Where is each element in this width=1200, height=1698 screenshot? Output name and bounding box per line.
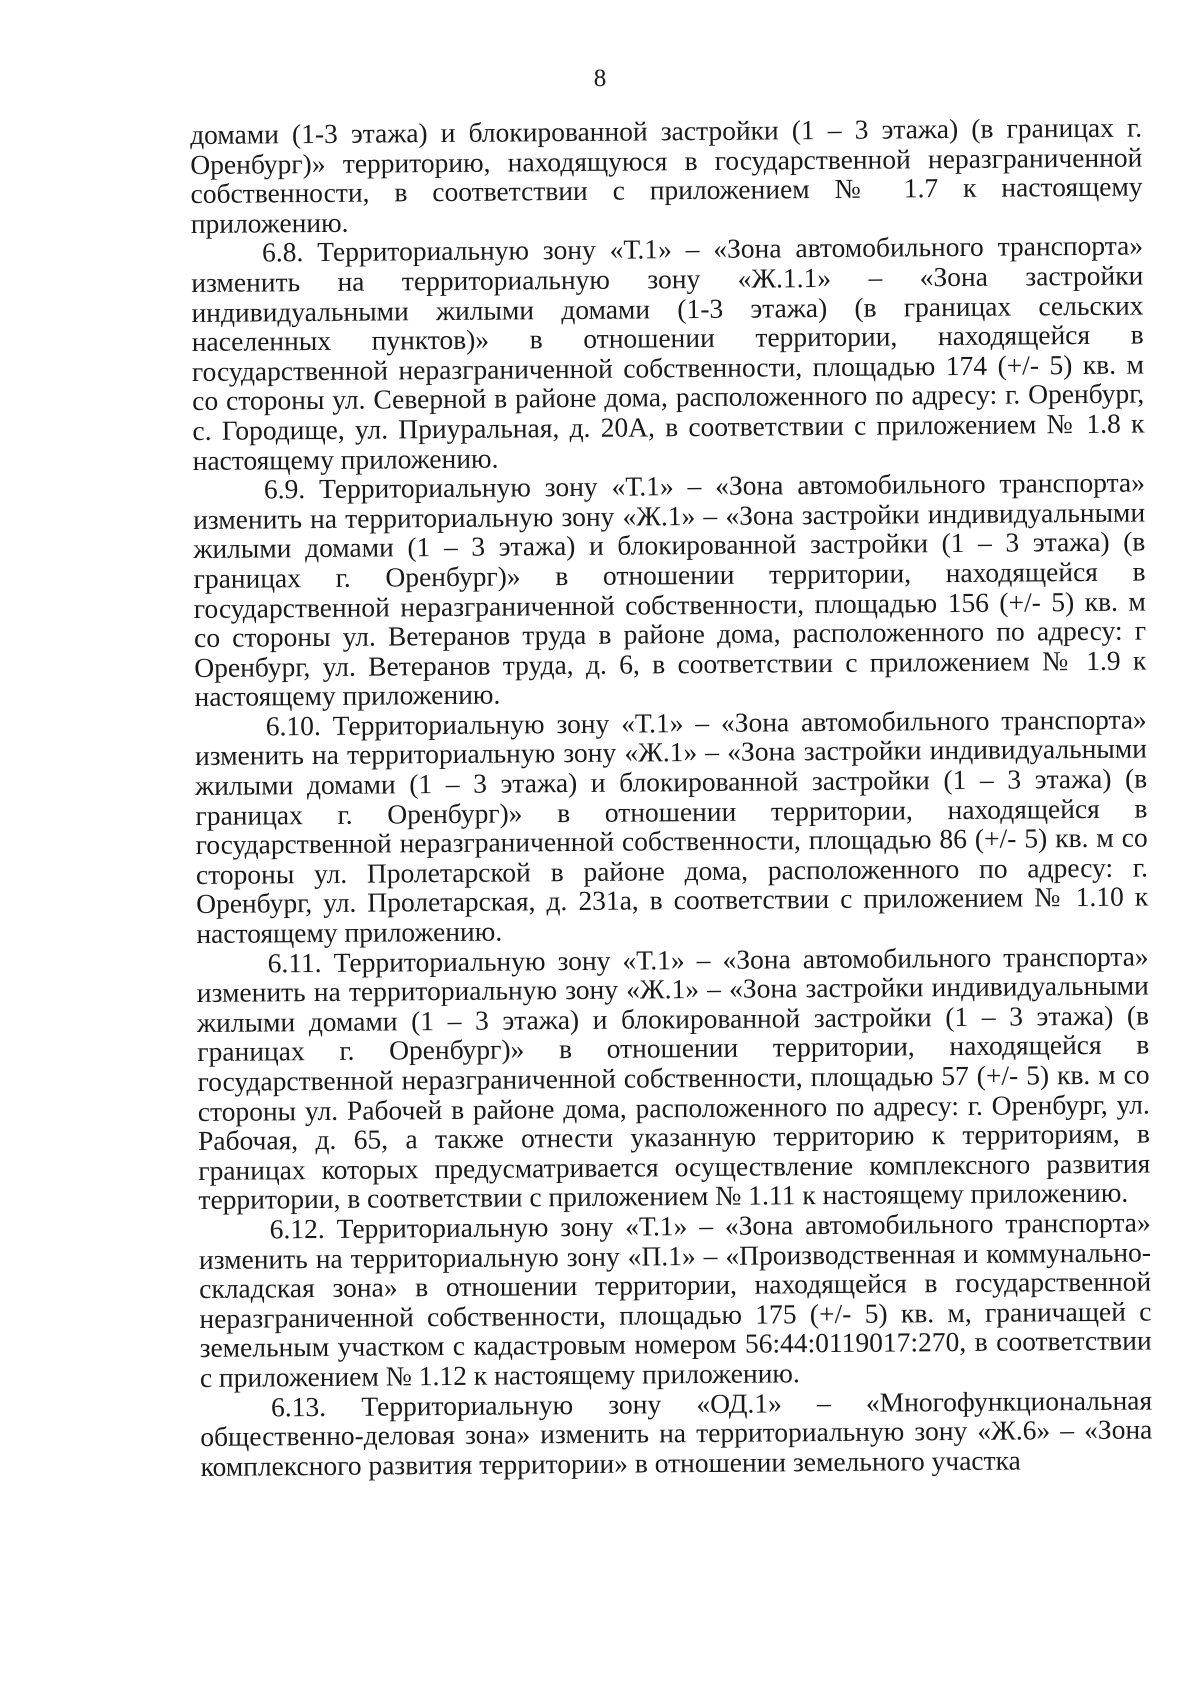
paragraph-6-11: 6.11. Территориальную зону «Т.1» – «Зона автомобильного транспорта» изменить на территориальную зону «Ж.1» – «Зона застройки индивидуальными жилыми домами (1 – 3 этажа) и блокированной застройки (1 – 3 этажа) (в границах г. Оренбург)» в отношении территории, находящейся в государственной неразграниченной собственности, площадью 57 (+/- 5) кв. м со стороны ул. Рабочей в районе дома, расположенного по адресу: г. Оренбург, ул. Рабочая, д. 65, а также отнести указанную территорию к территориям, в границах которых предусматривается осуществление комплексного развития территории, в соответствии с приложением № 1.11 к настоящему приложению. [196, 940, 1151, 1216]
paragraph-6-13: 6.13. Территориальную зону «ОД.1» – «Многофункциональная общественно-деловая зона» изменить на территориальную зону «Ж.6» – «Зона комплексного развития территории» в отношении земельного участка [200, 1384, 1153, 1482]
document-body [190, 113, 1153, 1482]
paragraph-6-12: 6.12. Территориальную зону «Т.1» – «Зона автомобильного транспорта» изменить на территориальную зону «П.1» – «Производственная и коммунально-складская зона» в отношении территории, находящейся в государственной неразграниченной собственности, площадью 175 (+/- 5) кв. м, граничащей с земельным участком с кадастровым номером 56:44:0119017:270, в соответствии с приложением № 1.12 к настоящему приложению. [198, 1206, 1152, 1393]
paragraph-continuation: домами (1-3 этажа) и блокированной застройки (1 – 3 этажа) (в границах г. Оренбург)» территорию, находящуюся в государственной неразграниченной собственности, в соответствии с приложением № 1.7 к настоящему приложению. [189, 111, 1143, 239]
paragraph-6-8: 6.8. Территориальную зону «Т.1» – «Зона автомобильного транспорта» изменить на территориальную зону «Ж.1.1» – «Зона застройки индивидуальными жилыми домами (1-3 этажа) (в границах сельских населенных пунктов)» в отношении территории, находящейся в государственной неразграниченной собственности, площадью 174 (+/- 5) кв. м со стороны ул. Северной в районе дома, расположенного по адресу: г. Оренбург, с. Городище, ул. Приуральная, д. 20А, в соответствии с приложением № 1.8 к настоящему приложению. [191, 229, 1145, 476]
paragraph-6-9: 6.9. Территориальную зону «Т.1» – «Зона автомобильного транспорта» изменить на территориальную зону «Ж.1» – «Зона застройки индивидуальными жилыми домами (1 – 3 этажа) и блокированной застройки (1 – 3 этажа) (в границах г. Оренбург)» в отношении территории, находящейся в государственной неразграниченной собственности, площадью 156 (+/- 5) кв. м со стороны ул. Ветеранов труда в районе дома, расположенного по адресу: г Оренбург, ул. Ветеранов труда, д. 6, в соответствии с приложением № 1.9 к настоящему приложению. [193, 466, 1147, 713]
page-number: 8 [593, 65, 607, 92]
paragraph-6-10: 6.10. Территориальную зону «Т.1» – «Зона автомобильного транспорта» изменить на территориальную зону «Ж.1» – «Зона застройки индивидуальными жилыми домами (1 – 3 этажа) и блокированной застройки (1 – 3 этажа) (в границах г. Оренбург)» в отношении территории, находящейся в государственной неразграниченной собственности, площадью 86 (+/- 5) кв. м со стороны ул. Пролетарской в районе дома, расположенного по адресу: г. Оренбург, ул. Пролетарская, д. 231а, в соответствии с приложением № 1.10 к настоящему приложению. [194, 703, 1149, 950]
